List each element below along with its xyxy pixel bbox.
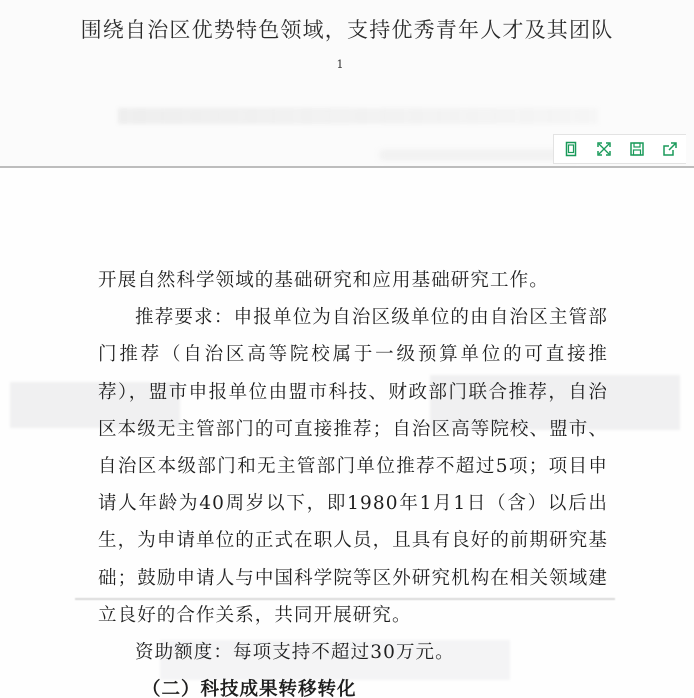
paragraph-recommendation-requirements: 推荐要求：申报单位为自治区级单位的由自治区主管部门推荐（自治区高等院校属于一级预算单位的可直接推荐），盟市申报单位由盟市科技、财政部门联合推荐，自治区本级无主管部门的可直接推荐；自治区高等院校、盟市、自治区本级部门和无主管部门单位推荐不超过5项；项目申请人年龄为40周岁以下，即1980年1月1日（含）以后出生，为申请单位的正式在职人员，且具有良好的前期研究基础；鼓励申请人与中国科学院等区外研究机构在相关领域建立良好的合作关系，共同开展研究。 — [98, 307, 608, 626]
single-page-button[interactable] — [554, 135, 587, 163]
fullscreen-expand-icon — [596, 141, 612, 157]
section-heading: （二）科技成果转移转化 — [142, 679, 357, 698]
save-button[interactable] — [620, 135, 653, 163]
fullscreen-button[interactable] — [587, 135, 620, 163]
share-button[interactable] — [653, 135, 686, 163]
viewer-toolbar — [553, 134, 686, 164]
faint-bleed-through — [380, 150, 580, 160]
page-text-line: 围绕自治区优势特色领域，支持优秀青年人才及其团队 — [80, 18, 614, 42]
share-icon — [662, 141, 678, 157]
document-body — [98, 262, 608, 698]
document-page — [0, 170, 694, 698]
faint-bleed-through — [118, 108, 598, 124]
paragraph: 开展自然科学领域的基础研究和应用基础研究工作。 — [98, 270, 549, 291]
save-icon — [629, 141, 645, 157]
single-page-icon — [563, 141, 579, 157]
paragraph-funding-amount: 资助额度：每项支持不超过30万元。 — [135, 642, 455, 664]
page-number: 1 — [336, 58, 344, 71]
